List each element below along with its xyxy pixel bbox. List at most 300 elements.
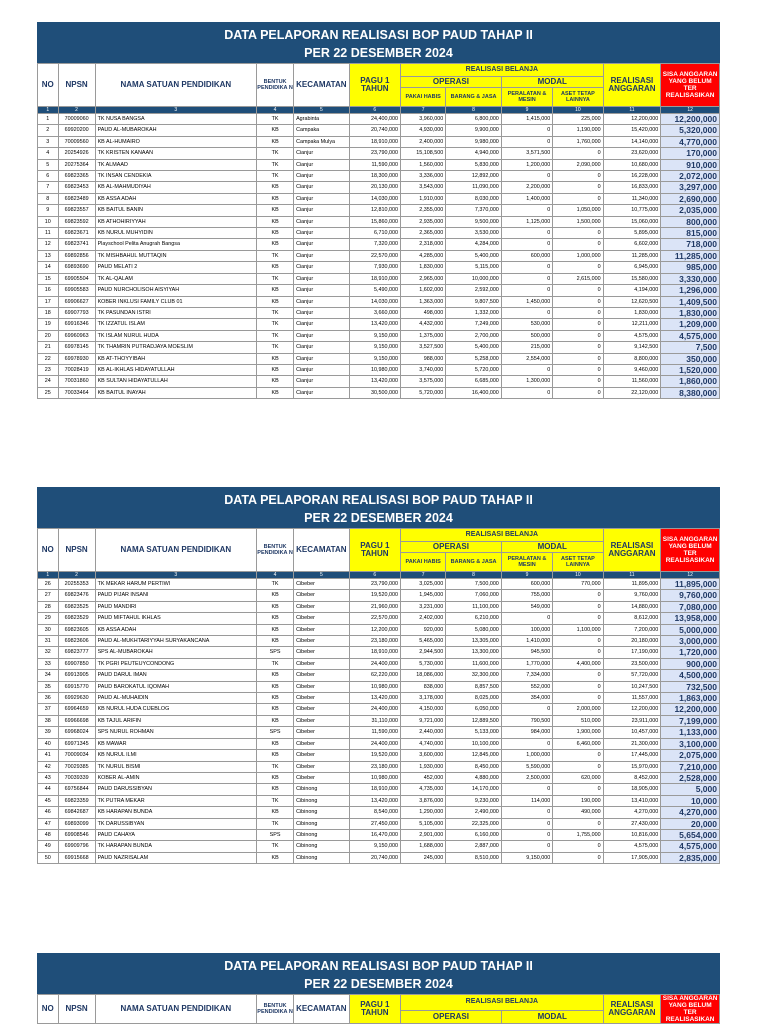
table-row [38,636,720,647]
cell-barang-jasa: 9,980,000 [446,136,502,147]
col-number: 10 [553,572,603,579]
table-row [38,818,720,829]
cell-sisa: 5,000 [661,784,720,795]
cell-pagu: 23,790,000 [349,148,400,159]
cell-barang-jasa: 7,500,000 [446,579,502,590]
cell-npsn: 69909796 [58,841,95,852]
cell-nama: TK MEKAR HARUM PERTIWI [95,579,256,590]
cell-npsn: 69823525 [58,601,95,612]
cell-kecamatan: Cibinong [294,784,350,795]
cell-pagu: 18,910,000 [349,647,400,658]
cell-pagu: 20,740,000 [349,852,400,863]
cell-realisasi: 4,194,000 [603,285,661,296]
cell-pagu: 24,400,000 [349,114,400,125]
cell-peralatan: 755,000 [501,590,552,601]
cell-pakai-habis: 3,178,000 [401,693,446,704]
cell-pagu: 23,180,000 [349,636,400,647]
cell-pagu: 9,150,000 [349,841,400,852]
cell-pakai-habis: 988,000 [401,353,446,364]
cell-pakai-habis: 2,944,500 [401,647,446,658]
cell-sisa: 5,320,000 [661,125,720,136]
cell-barang-jasa: 7,060,000 [446,590,502,601]
cell-pakai-habis: 1,375,000 [401,330,446,341]
cell-pagu: 18,910,000 [349,136,400,147]
table-row [38,658,720,669]
header-aset: ASET TETAP LAINNYA [553,88,603,107]
cell-pagu: 18,300,000 [349,171,400,182]
cell-pakai-habis: 2,400,000 [401,136,446,147]
cell-barang-jasa: 2,490,000 [446,807,502,818]
cell-pakai-habis: 4,740,000 [401,738,446,749]
cell-sisa: 8,380,000 [661,387,720,398]
cell-bentuk: KB [257,807,294,818]
cell-nama: KOBER AL-AMIN [95,772,256,783]
cell-peralatan: 9,150,000 [501,852,552,863]
cell-pakai-habis: 1,560,000 [401,159,446,170]
cell-pakai-habis: 3,543,000 [401,182,446,193]
header-modal: MODAL [501,77,603,88]
table-row [38,228,720,239]
cell-nama: TK MISHBAHUL MUTTAQIN [95,250,256,261]
table-row [38,590,720,601]
cell-kecamatan: Cianjur [294,159,350,170]
table-row [38,205,720,216]
cell-aset: 0 [553,636,603,647]
cell-nama: PAUD CAHAYA [95,829,256,840]
cell-kecamatan: Cibeber [294,761,350,772]
cell-peralatan: 0 [501,136,552,147]
cell-barang-jasa: 10,100,000 [446,738,502,749]
cell-sisa: 20,000 [661,818,720,829]
cell-kecamatan: Cianjur [294,376,350,387]
report-table [37,63,720,399]
cell-nama: KB NURUL MUHYIDIN [95,228,256,239]
cell-aset: 1,755,000 [553,829,603,840]
cell-kecamatan: Cibinong [294,795,350,806]
cell-realisasi: 12,620,500 [603,296,661,307]
cell-kecamatan: Campaka [294,125,350,136]
cell-kecamatan: Cianjur [294,182,350,193]
col-number: 8 [446,572,502,579]
col-number: 2 [58,107,95,114]
cell-npsn: 69978145 [58,342,95,353]
cell-bentuk: KB [257,193,294,204]
cell-peralatan: 549,000 [501,601,552,612]
cell-nama: KB ASSA ADAH [95,624,256,635]
cell-bentuk: TK [257,307,294,318]
header-realisasi-belanja: REALISASI BELANJA [401,529,604,542]
cell-kecamatan: Cibeber [294,693,350,704]
cell-nama: TK ISLAM NURUL HUDA [95,330,256,341]
cell-npsn: 69915770 [58,681,95,692]
cell-no: 39 [38,727,59,738]
cell-aset: 0 [553,613,603,624]
cell-nama: TK PGRI PEUTEUYCONDONG [95,658,256,669]
col-number: 1 [38,107,59,114]
cell-nama: Playschool Pelita Anugrah Bangsa [95,239,256,250]
table-row [38,852,720,863]
cell-realisasi: 15,420,000 [603,125,661,136]
cell-realisasi: 57,720,000 [603,670,661,681]
cell-barang-jasa: 8,450,000 [446,761,502,772]
cell-bentuk: TK [257,841,294,852]
cell-realisasi: 17,190,000 [603,647,661,658]
cell-pakai-habis: 5,465,000 [401,636,446,647]
cell-aset: 1,050,000 [553,205,603,216]
cell-sisa: 910,000 [661,159,720,170]
table-row [38,772,720,783]
cell-pagu: 6,710,000 [349,228,400,239]
cell-sisa: 4,770,000 [661,136,720,147]
cell-barang-jasa: 5,400,000 [446,250,502,261]
cell-pakai-habis: 1,602,000 [401,285,446,296]
cell-npsn: 69905583 [58,285,95,296]
cell-npsn: 69823529 [58,613,95,624]
cell-realisasi: 17,905,000 [603,852,661,863]
cell-pagu: 10,980,000 [349,772,400,783]
cell-no: 5 [38,159,59,170]
report-title: DATA PELAPORAN REALISASI BOP PAUD TAHAP II [224,959,533,973]
cell-peralatan: 2,200,000 [501,182,552,193]
cell-pagu: 7,930,000 [349,262,400,273]
cell-bentuk: KB [257,852,294,863]
cell-realisasi: 12,211,000 [603,319,661,330]
cell-npsn: 69823365 [58,171,95,182]
cell-pagu: 19,520,000 [349,590,400,601]
cell-peralatan: 1,125,000 [501,216,552,227]
cell-barang-jasa: 2,592,000 [446,285,502,296]
cell-npsn: 69823592 [58,216,95,227]
cell-kecamatan: Cibeber [294,727,350,738]
cell-peralatan: 0 [501,239,552,250]
cell-barang-jasa: 4,940,000 [446,148,502,159]
table-row [38,738,720,749]
cell-sisa: 1,296,000 [661,285,720,296]
table-row [38,273,720,284]
col-number: 5 [294,572,350,579]
cell-sisa: 13,958,000 [661,613,720,624]
cell-bentuk: KB [257,136,294,147]
cell-pagu: 10,980,000 [349,681,400,692]
cell-barang-jasa: 12,892,000 [446,171,502,182]
cell-nama: KB AT-THOYYIBAH [95,353,256,364]
cell-no: 38 [38,715,59,726]
cell-npsn: 69823605 [58,624,95,635]
cell-nama: PAUD PIJAR INSANI [95,590,256,601]
cell-aset: 1,500,000 [553,216,603,227]
cell-kecamatan: Cibinong [294,829,350,840]
cell-pakai-habis: 3,575,000 [401,376,446,387]
cell-bentuk: KB [257,624,294,635]
cell-bentuk: KB [257,182,294,193]
cell-no: 6 [38,171,59,182]
cell-realisasi: 4,575,000 [603,841,661,852]
cell-no: 34 [38,670,59,681]
cell-peralatan: 0 [501,205,552,216]
cell-kecamatan: Cibinong [294,841,350,852]
cell-barang-jasa: 11,100,000 [446,601,502,612]
cell-aset: 1,190,000 [553,125,603,136]
cell-pakai-habis: 4,432,000 [401,319,446,330]
table-row [38,114,720,125]
cell-nama: PAUD AL-MUBAROKAH [95,125,256,136]
header-kecamatan: KECAMATAN [294,529,350,572]
cell-npsn: 69971345 [58,738,95,749]
cell-barang-jasa: 8,025,000 [446,693,502,704]
cell-npsn: 69960963 [58,330,95,341]
cell-barang-jasa: 12,889,500 [446,715,502,726]
cell-pakai-habis: 4,285,000 [401,250,446,261]
cell-realisasi: 4,575,000 [603,330,661,341]
cell-kecamatan: Cibeber [294,681,350,692]
cell-no: 7 [38,182,59,193]
table-row [38,761,720,772]
cell-peralatan: 0 [501,228,552,239]
cell-kecamatan: Cianjur [294,228,350,239]
cell-no: 12 [38,239,59,250]
cell-npsn: 69842687 [58,807,95,818]
cell-bentuk: KB [257,262,294,273]
cell-pakai-habis: 18,086,000 [401,670,446,681]
cell-bentuk: KB [257,125,294,136]
cell-nama: PAUD BAROKATUL IQOMAH [95,681,256,692]
cell-kecamatan: Cibeber [294,738,350,749]
table-row [38,624,720,635]
cell-bentuk: TK [257,761,294,772]
cell-bentuk: TK [257,114,294,125]
cell-nama: SPS NURUL ROHMAN [95,727,256,738]
cell-npsn: 70033464 [58,387,95,398]
cell-bentuk: KB [257,784,294,795]
cell-sisa: 718,000 [661,239,720,250]
cell-peralatan: 0 [501,307,552,318]
cell-pagu: 11,590,000 [349,727,400,738]
cell-nama: TK AL-QALAM [95,273,256,284]
cell-peralatan: 1,300,000 [501,376,552,387]
cell-barang-jasa: 8,510,000 [446,852,502,863]
cell-pakai-habis: 5,720,000 [401,387,446,398]
cell-realisasi: 23,620,000 [603,148,661,159]
cell-no: 21 [38,342,59,353]
cell-kecamatan: Campaka Mulya [294,136,350,147]
cell-barang-jasa: 4,284,000 [446,239,502,250]
cell-realisasi: 10,680,000 [603,159,661,170]
cell-sisa: 3,000,000 [661,636,720,647]
cell-aset: 770,000 [553,579,603,590]
cell-peralatan: 0 [501,841,552,852]
cell-pakai-habis: 9,721,000 [401,715,446,726]
cell-no: 17 [38,296,59,307]
cell-peralatan: 1,400,000 [501,193,552,204]
cell-barang-jasa: 12,845,000 [446,750,502,761]
report-table [37,528,720,864]
cell-bentuk: SPS [257,829,294,840]
cell-npsn: 20254926 [58,148,95,159]
cell-npsn: 69823671 [58,228,95,239]
cell-no: 29 [38,613,59,624]
cell-bentuk: TK [257,159,294,170]
cell-realisasi: 1,830,000 [603,307,661,318]
cell-barang-jasa: 16,400,000 [446,387,502,398]
cell-no: 40 [38,738,59,749]
cell-barang-jasa: 22,325,000 [446,818,502,829]
cell-npsn: 69893099 [58,818,95,829]
cell-pagu: 12,200,000 [349,624,400,635]
cell-pagu: 24,400,000 [349,658,400,669]
cell-npsn: 69916346 [58,319,95,330]
cell-nama: TK THAMRIN PUTRADJAYA MOESLIM [95,342,256,353]
table-row [38,693,720,704]
cell-aset: 0 [553,353,603,364]
cell-sisa: 3,330,000 [661,273,720,284]
cell-sisa: 1,520,000 [661,364,720,375]
cell-sisa: 1,209,000 [661,319,720,330]
cell-nama: PAUD DARUL IMAN [95,670,256,681]
header-barang-jasa: BARANG & JASA [446,88,502,107]
cell-sisa: 10,000 [661,795,720,806]
col-number: 11 [603,572,661,579]
cell-nama: KB SULTAN HIDAYATULLAH [95,376,256,387]
table-row [38,193,720,204]
cell-aset: 0 [553,239,603,250]
table-row [38,387,720,398]
cell-aset: 0 [553,750,603,761]
cell-aset: 0 [553,228,603,239]
col-number: 3 [95,572,256,579]
cell-nama: TK DARUSSIBYAN [95,818,256,829]
cell-peralatan: 1,450,000 [501,296,552,307]
cell-sisa: 2,072,000 [661,171,720,182]
cell-pakai-habis: 3,876,000 [401,795,446,806]
cell-peralatan: 100,000 [501,624,552,635]
cell-aset: 0 [553,784,603,795]
cell-barang-jasa: 6,160,000 [446,829,502,840]
cell-barang-jasa: 1,332,000 [446,307,502,318]
cell-nama: TK PUTRA MEKAR [95,795,256,806]
cell-realisasi: 10,247,500 [603,681,661,692]
cell-nama: KB AL-MAHMUDIYAH [95,182,256,193]
cell-kecamatan: Cibeber [294,750,350,761]
cell-pakai-habis: 3,336,000 [401,171,446,182]
cell-pagu: 19,520,000 [349,750,400,761]
col-number: 3 [95,107,256,114]
header-no: NO [38,64,59,107]
cell-realisasi: 12,200,000 [603,704,661,715]
cell-bentuk: TK [257,579,294,590]
cell-barang-jasa: 7,249,000 [446,319,502,330]
report-date: PER 22 DESEMBER 2024 [304,977,453,991]
cell-nama: PAUD MIFTAHUL IKHLAS [95,613,256,624]
cell-no: 26 [38,579,59,590]
cell-no: 37 [38,704,59,715]
cell-pakai-habis: 920,000 [401,624,446,635]
cell-sisa: 7,080,000 [661,601,720,612]
cell-kecamatan: Cianjur [294,193,350,204]
cell-kecamatan: Cibeber [294,579,350,590]
cell-realisasi: 16,833,000 [603,182,661,193]
cell-no: 31 [38,636,59,647]
cell-no: 43 [38,772,59,783]
cell-kecamatan: Cibinong [294,818,350,829]
cell-npsn: 69978930 [58,353,95,364]
cell-realisasi: 8,452,000 [603,772,661,783]
cell-nama: KB ATHOHIRIYYAH [95,216,256,227]
cell-no: 4 [38,148,59,159]
cell-aset: 2,000,000 [553,704,603,715]
cell-pagu: 13,420,000 [349,693,400,704]
cell-bentuk: KB [257,216,294,227]
cell-realisasi: 9,460,000 [603,364,661,375]
table-row [38,807,720,818]
table-row [38,579,720,590]
cell-pagu: 31,110,000 [349,715,400,726]
cell-npsn: 70031860 [58,376,95,387]
cell-bentuk: TK [257,330,294,341]
header-realisasi-belanja: REALISASI BELANJA [401,995,604,1011]
report-table [37,994,720,1024]
table-row [38,330,720,341]
cell-realisasi: 15,970,000 [603,761,661,772]
cell-npsn: 69920200 [58,125,95,136]
cell-no: 44 [38,784,59,795]
cell-nama: KOBER INKLUSI FAMILY CLUB 01 [95,296,256,307]
cell-pagu: 20,740,000 [349,125,400,136]
cell-peralatan: 0 [501,818,552,829]
cell-no: 25 [38,387,59,398]
cell-pagu: 24,400,000 [349,704,400,715]
cell-bentuk: KB [257,704,294,715]
report-title-bar [37,487,720,528]
cell-nama: KB MAWAR [95,738,256,749]
table-row [38,342,720,353]
cell-kecamatan: Cibeber [294,624,350,635]
cell-no: 20 [38,330,59,341]
header-barang-jasa: BARANG & JASA [446,553,502,572]
cell-peralatan: 215,000 [501,342,552,353]
cell-nama: TK NURUL BISMI [95,761,256,772]
cell-no: 3 [38,136,59,147]
cell-nama: PAUD AL-MUHAIDIN [95,693,256,704]
cell-peralatan: 1,000,000 [501,750,552,761]
report-section-1 [37,22,720,399]
cell-realisasi: 14,140,000 [603,136,661,147]
cell-pakai-habis: 1,830,000 [401,262,446,273]
cell-sisa: 11,285,000 [661,250,720,261]
header-npsn: NPSN [58,529,95,572]
table-row [38,829,720,840]
cell-kecamatan: Cibinong [294,852,350,863]
cell-peralatan: 0 [501,273,552,284]
cell-sisa: 2,835,000 [661,852,720,863]
cell-barang-jasa: 8,857,500 [446,681,502,692]
cell-sisa: 2,035,000 [661,205,720,216]
cell-realisasi: 7,200,000 [603,624,661,635]
table-row [38,364,720,375]
cell-barang-jasa: 7,370,000 [446,205,502,216]
cell-peralatan: 530,000 [501,319,552,330]
cell-npsn: 69915668 [58,852,95,863]
cell-barang-jasa: 5,258,000 [446,353,502,364]
cell-aset: 0 [553,364,603,375]
cell-kecamatan: Cianjur [294,205,350,216]
cell-peralatan: 354,000 [501,693,552,704]
cell-pakai-habis: 2,965,000 [401,273,446,284]
cell-barang-jasa: 5,830,000 [446,159,502,170]
cell-realisasi: 8,612,000 [603,613,661,624]
cell-pakai-habis: 5,105,000 [401,818,446,829]
cell-realisasi: 10,457,000 [603,727,661,738]
table-row [38,784,720,795]
